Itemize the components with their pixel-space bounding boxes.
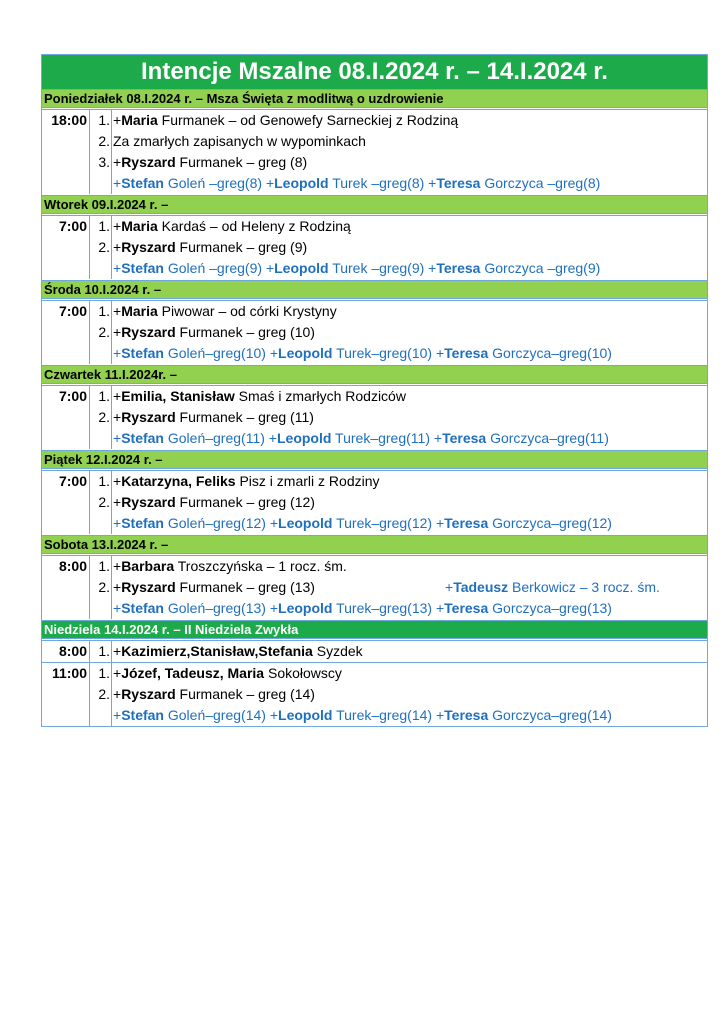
- intention-text-part: Teresa: [436, 175, 481, 191]
- intention-text: [112, 513, 707, 534]
- intention-text-part: Turek–greg(12): [332, 515, 436, 531]
- intention-text-part: Troszczyńska – 1 rocz. śm.: [174, 558, 347, 574]
- day-header: Czwartek 11.I.2024r. –: [42, 365, 707, 384]
- intention-text-part: +: [113, 665, 122, 681]
- intention-text-part: Stefan: [121, 707, 164, 723]
- intention-text-part: Ryszard: [121, 686, 176, 702]
- intention-text-part: +: [113, 643, 122, 659]
- intention-text-part: +: [113, 473, 122, 489]
- intention-text: [112, 663, 707, 684]
- intention-text-part: +: [113, 494, 122, 510]
- intention-text-part: Emilia, Stanisław: [121, 388, 235, 404]
- intention-text-part: +: [113, 579, 122, 595]
- intention-number: [90, 513, 112, 534]
- intention-text-part: Piwowar – od córki Krystyny: [157, 303, 337, 319]
- intention-line: [90, 152, 707, 173]
- intention-text-part: Ryszard: [121, 579, 176, 595]
- intention-text-part: Ryszard: [121, 239, 176, 255]
- mass-block: [42, 662, 707, 726]
- intention-text-part: Smaś i zmarłych Rodziców: [234, 388, 406, 404]
- intention-line: [90, 173, 707, 194]
- intention-text-part: +: [445, 579, 454, 595]
- intention-line: [90, 110, 707, 131]
- intention-text-part: Goleń–greg(12): [163, 515, 270, 531]
- intention-text-part: +: [428, 260, 437, 276]
- intention-text-part: +: [113, 686, 122, 702]
- intention-text-part: Turek–greg(10): [332, 345, 436, 361]
- intention-text-part: +: [113, 388, 122, 404]
- intention-text-part: Gorczyca –greg(8): [480, 175, 601, 191]
- intention-line: [90, 492, 707, 513]
- intention-text-part: Kazimierz,Stanisław,Stefania: [121, 643, 313, 659]
- intention-text-part: Ryszard: [121, 409, 176, 425]
- intention-text-part: Leopold: [274, 260, 329, 276]
- intention-text-part: Furmanek – greg (11): [175, 409, 314, 425]
- intention-line: [90, 386, 707, 407]
- intention-number: 2.: [90, 237, 112, 258]
- intention-text-part: +: [113, 112, 122, 128]
- intention-text: [112, 556, 707, 577]
- intention-text-part: +: [428, 175, 437, 191]
- intention-text: [112, 343, 707, 364]
- intention-text-part: +: [269, 707, 279, 723]
- intention-text: [112, 705, 707, 726]
- intention-text-part: Maria: [121, 112, 158, 128]
- intention-text-part: +: [435, 345, 445, 361]
- intention-number: 1.: [90, 386, 112, 407]
- intention-text-part: Furmanek – greg (13): [175, 579, 315, 595]
- intention-line: [90, 684, 707, 705]
- intention-text: [112, 471, 707, 492]
- intention-text-part: Furmanek – greg (12): [175, 494, 315, 510]
- intention-text-part: Gorczyca –greg(9): [480, 260, 601, 276]
- intention-line: [90, 513, 707, 534]
- intention-text-part: Pisz i zmarli z Rodziny: [235, 473, 380, 489]
- intention-number: 2.: [90, 684, 112, 705]
- intention-number: 2.: [90, 492, 112, 513]
- day-header: Poniedziałek 08.I.2024 r. – Msza Święta z modlitwą o uzdrowienie: [42, 89, 707, 108]
- intention-text: [112, 386, 707, 407]
- intention-text-part: Goleń–greg(10): [163, 345, 270, 361]
- mass-intentions-table: [41, 54, 708, 727]
- intention-text-part: Stefan: [121, 260, 164, 276]
- intention-text-part: Maria: [121, 303, 158, 319]
- intention-text: [112, 152, 707, 173]
- intention-lines: [90, 301, 707, 364]
- intention-line: [90, 322, 707, 343]
- intention-number: 1.: [90, 556, 112, 577]
- day-header: Niedziela 14.I.2024 r. – II Niedziela Zwykła: [42, 620, 707, 639]
- intention-line: [90, 641, 707, 662]
- intention-number: 1.: [90, 110, 112, 131]
- intention-text-part: Turek–greg(11): [331, 430, 434, 446]
- intention-text-part: Gorczyca–greg(13): [488, 600, 612, 616]
- intention-text-part: Goleń–greg(11): [163, 430, 269, 446]
- intention-number: [90, 343, 112, 364]
- intention-line: [90, 598, 707, 619]
- intention-text: [112, 322, 707, 343]
- intention-text-part: Turek –greg(8): [328, 175, 429, 191]
- intention-line: [90, 301, 707, 322]
- intention-text-part: Gorczyca–greg(12): [488, 515, 612, 531]
- mass-block: [42, 300, 707, 364]
- intention-text-part: Leopold: [278, 600, 333, 616]
- mass-time: 7:00: [42, 301, 90, 364]
- mass-time: 7:00: [42, 386, 90, 449]
- intention-text-part: +: [113, 409, 122, 425]
- intention-lines: [90, 386, 707, 449]
- intention-text-part: +: [113, 515, 122, 531]
- mass-time: 8:00: [42, 641, 90, 662]
- intention-text-part: +: [113, 707, 122, 723]
- mass-block: [42, 555, 707, 619]
- intention-text-part: +: [113, 175, 122, 191]
- intention-line: [90, 216, 707, 237]
- intention-text-part: +: [265, 260, 275, 276]
- mass-time: 18:00: [42, 110, 90, 194]
- intention-text-part: Gorczyca–greg(14): [488, 707, 612, 723]
- days-container: [42, 89, 707, 726]
- intention-text: [112, 237, 707, 258]
- intention-number: [90, 258, 112, 279]
- extra-intention: [445, 577, 660, 598]
- intention-text: [112, 598, 707, 619]
- intention-text-part: +: [113, 345, 122, 361]
- page-title: Intencje Mszalne 08.I.2024 r. – 14.I.2024 r.: [42, 55, 707, 89]
- day-header: Piątek 12.I.2024 r. –: [42, 450, 707, 469]
- intention-number: 1.: [90, 663, 112, 684]
- intention-text-part: +: [113, 303, 122, 319]
- intention-text-part: Stefan: [121, 430, 164, 446]
- mass-time: 8:00: [42, 556, 90, 619]
- mass-block: [42, 109, 707, 194]
- intention-text-part: Gorczyca–greg(11): [486, 430, 609, 446]
- mass-block: [42, 470, 707, 534]
- intention-text-part: Berkowicz – 3 rocz. śm.: [508, 579, 660, 595]
- intention-text-part: Za zmarłych zapisanych w wypominkach: [113, 133, 366, 149]
- intention-text-part: +: [113, 600, 122, 616]
- mass-time: 7:00: [42, 216, 90, 279]
- intention-number: 2.: [90, 577, 112, 598]
- intention-text-part: Gorczyca–greg(10): [488, 345, 612, 361]
- day-header: Wtorek 09.I.2024 r. –: [42, 195, 707, 214]
- intention-text: [112, 131, 707, 152]
- intention-text-part: Furmanek – greg (9): [175, 239, 308, 255]
- intention-text: [112, 301, 707, 322]
- intention-text-part: Leopold: [274, 175, 329, 191]
- intention-number: 2.: [90, 131, 112, 152]
- intention-text-part: Leopold: [276, 430, 332, 446]
- intention-text-part: Teresa: [444, 600, 489, 616]
- intention-text-part: Józef, Tadeusz, Maria: [121, 665, 265, 681]
- intention-text-part: +: [113, 430, 122, 446]
- intention-lines: [90, 663, 707, 726]
- intention-text: [112, 641, 707, 662]
- intention-text: [112, 577, 707, 598]
- intention-text: [112, 258, 707, 279]
- intention-text-part: +: [268, 430, 277, 446]
- intention-text-part: Goleń–greg(13): [163, 600, 270, 616]
- intention-text-part: Leopold: [278, 707, 333, 723]
- mass-block: [42, 385, 707, 449]
- intention-text-part: Turek–greg(14): [332, 707, 436, 723]
- intention-text-part: Furmanek – od Genowefy Sarneckiej z Rodziną: [157, 112, 459, 128]
- mass-block: [42, 640, 707, 662]
- intention-text: [112, 110, 707, 131]
- intention-lines: [90, 110, 707, 194]
- intention-number: [90, 428, 112, 449]
- intention-text-part: Furmanek – greg (14): [175, 686, 315, 702]
- intention-line: [90, 705, 707, 726]
- intention-text-part: Tadeusz: [453, 579, 509, 595]
- intention-number: [90, 705, 112, 726]
- intention-line: [90, 577, 707, 598]
- intention-text-part: Sokołowscy: [264, 665, 342, 681]
- intention-text-part: Goleń –greg(8): [163, 175, 266, 191]
- intention-line: [90, 471, 707, 492]
- intention-text-part: Teresa: [442, 430, 487, 446]
- intention-text-part: Ryszard: [121, 154, 176, 170]
- intention-text-part: Turek–greg(13): [332, 600, 436, 616]
- intention-text-part: Turek –greg(9): [328, 260, 429, 276]
- intention-text-part: Teresa: [436, 260, 481, 276]
- intention-line: [90, 428, 707, 449]
- intention-number: [90, 598, 112, 619]
- intention-line: [90, 237, 707, 258]
- intention-lines: [90, 216, 707, 279]
- intention-text-part: Stefan: [121, 175, 164, 191]
- intention-line: [90, 131, 707, 152]
- intention-text-part: +: [435, 515, 445, 531]
- intention-text-part: +: [113, 324, 122, 340]
- intention-text-part: Teresa: [444, 345, 489, 361]
- intention-text-part: Syzdek: [312, 643, 363, 659]
- intention-line: [90, 663, 707, 684]
- mass-time: 11:00: [42, 663, 90, 726]
- intention-text-part: +: [113, 558, 122, 574]
- intention-number: 2.: [90, 407, 112, 428]
- mass-time: 7:00: [42, 471, 90, 534]
- intention-text-part: +: [433, 430, 443, 446]
- intention-text: [112, 407, 707, 428]
- intention-text-part: Stefan: [121, 600, 164, 616]
- intention-text-part: +: [113, 218, 122, 234]
- intention-lines: [90, 641, 707, 662]
- intention-text-part: Stefan: [121, 345, 164, 361]
- intention-number: [90, 173, 112, 194]
- intention-line: [90, 407, 707, 428]
- intention-text-part: Maria: [121, 218, 158, 234]
- intention-text: [112, 684, 707, 705]
- intention-number: 1.: [90, 641, 112, 662]
- intention-lines: [90, 556, 707, 619]
- intention-number: 1.: [90, 471, 112, 492]
- intention-number: 3.: [90, 152, 112, 173]
- intention-text: [112, 428, 707, 449]
- intention-text-part: Furmanek – greg (8): [175, 154, 308, 170]
- intention-text-part: +: [265, 175, 275, 191]
- intention-text-part: Katarzyna, Feliks: [121, 473, 236, 489]
- intention-text: [112, 173, 707, 194]
- intention-text-part: +: [269, 600, 279, 616]
- intention-text-part: Stefan: [121, 515, 164, 531]
- intention-text-part: Ryszard: [121, 324, 176, 340]
- intention-text-part: Furmanek – greg (10): [175, 324, 315, 340]
- intention-text-part: Teresa: [444, 515, 489, 531]
- intention-text-part: +: [113, 154, 122, 170]
- intention-text-part: Leopold: [278, 345, 333, 361]
- day-header: Sobota 13.I.2024 r. –: [42, 535, 707, 554]
- intention-number: 1.: [90, 216, 112, 237]
- intention-text-part: Ryszard: [121, 494, 176, 510]
- intention-lines: [90, 471, 707, 534]
- day-header: Środa 10.I.2024 r. –: [42, 280, 707, 299]
- intention-text-part: Goleń –greg(9): [163, 260, 266, 276]
- intention-text-part: Barbara: [121, 558, 175, 574]
- mass-block: [42, 215, 707, 279]
- intention-text-part: +: [435, 600, 445, 616]
- intention-number: 2.: [90, 322, 112, 343]
- intention-text: [112, 216, 707, 237]
- intention-text-part: +: [113, 239, 122, 255]
- intention-text: [112, 492, 707, 513]
- intention-number: 1.: [90, 301, 112, 322]
- intention-text-part: Teresa: [444, 707, 489, 723]
- intention-line: [90, 258, 707, 279]
- intention-text-part: +: [269, 515, 279, 531]
- intention-text-part: Kardaś – od Heleny z Rodziną: [157, 218, 351, 234]
- intention-text-part: Goleń–greg(14): [163, 707, 270, 723]
- intention-text-part: +: [113, 260, 122, 276]
- intention-text-part: +: [269, 345, 279, 361]
- intention-text-part: +: [435, 707, 445, 723]
- intention-text-part: Leopold: [278, 515, 333, 531]
- intention-line: [90, 343, 707, 364]
- intention-line: [90, 556, 707, 577]
